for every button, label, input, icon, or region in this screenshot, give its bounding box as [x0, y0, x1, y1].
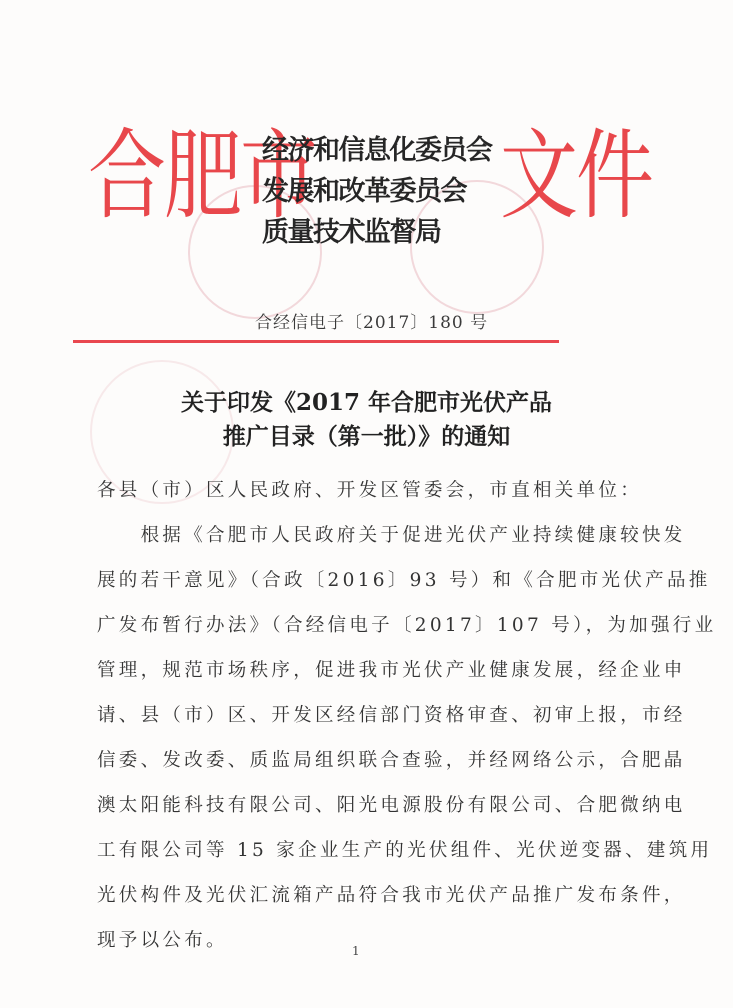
red-divider-line	[73, 340, 559, 343]
body-line: 光伏构件及光伏汇流箱产品符合我市光伏产品推广发布条件，	[97, 885, 686, 906]
body-line: 根据《合肥市人民政府关于促进光伏产业持续健康较快发	[97, 525, 686, 546]
body-line: 广发布暂行办法》（合经信电子〔2017〕107 号），为加强行业	[97, 615, 717, 636]
body-line: 现予以公布。	[97, 930, 228, 951]
agency-name: 经济和信息化委员会	[262, 135, 492, 166]
body-line: 管理，规范市场秩序，促进我市光伏产业健康发展，经企业申	[97, 660, 686, 681]
document-title-line-1: 关于印发《2017 年合肥市光伏产品	[180, 389, 553, 416]
agency-name: 质量技术监督局	[262, 217, 441, 248]
document-masthead	[0, 0, 733, 320]
document-title-line-2: 推广目录（第一批）》的通知	[222, 423, 511, 450]
agency-name: 发展和改革委员会	[262, 176, 466, 207]
document-number: 合经信电子〔2017〕180 号	[255, 313, 489, 333]
body-line: 澳太阳能科技有限公司、阳光电源股份有限公司、合肥微纳电	[97, 795, 686, 816]
document-body	[97, 468, 717, 963]
masthead-suffix: 文件	[500, 120, 653, 233]
body-line: 工有限公司等 15 家企业生产的光伏组件、光伏逆变器、建筑用	[97, 840, 713, 861]
masthead-city: 合肥市	[88, 120, 317, 233]
body-line: 展的若干意见》（合政〔2016〕93 号）和《合肥市光伏产品推	[97, 570, 711, 591]
page-number: 1	[352, 944, 360, 958]
body-line: 信委、发改委、质监局组织联合查验，并经网络公示，合肥晶	[97, 750, 686, 771]
masthead-agencies	[262, 130, 502, 253]
salutation: 各县（市）区人民政府、开发区管委会，市直相关单位：	[97, 480, 643, 501]
body-line: 请、县（市）区、开发区经信部门资格审查、初审上报，市经	[97, 705, 686, 726]
